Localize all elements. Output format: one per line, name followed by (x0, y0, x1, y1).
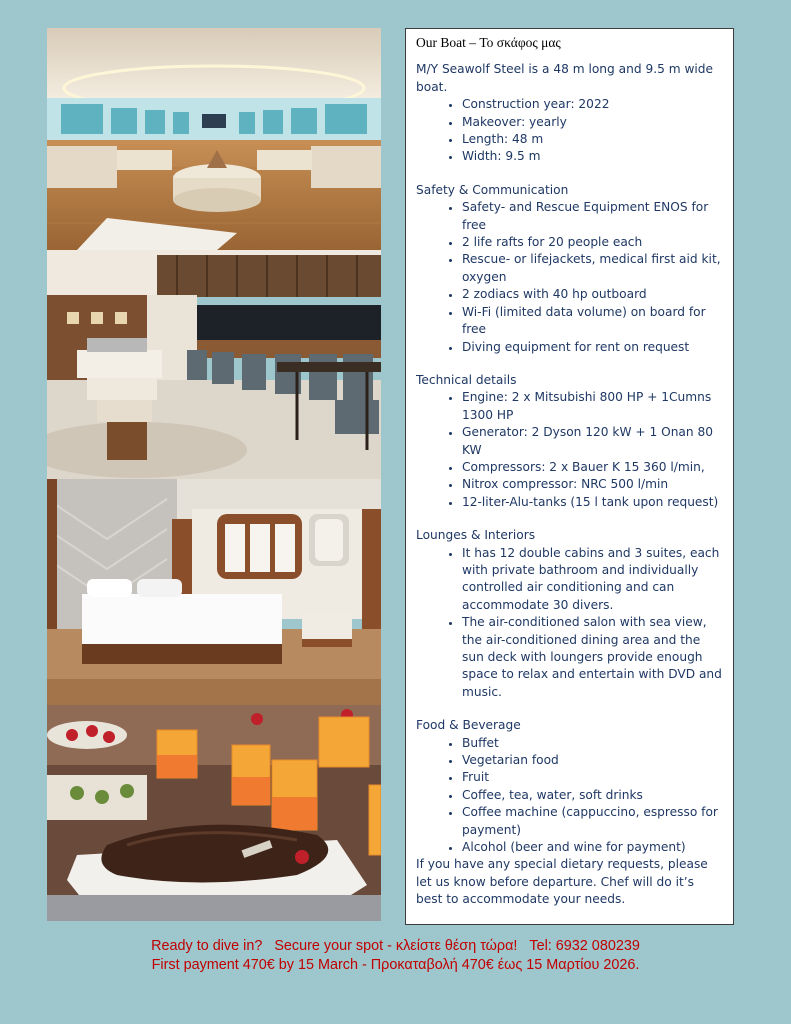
list-item: • Nitrox compressor: NRC 500 l/min (462, 476, 723, 493)
list-item: • Vegetarian food (462, 752, 723, 769)
food-heading: Food & Beverage (416, 718, 521, 733)
dietary-note: If you have any special dietary requests, please let us know before departure. Chef will do it’s best to accommodate your needs. (416, 857, 708, 907)
list-item: • It has 12 double cabins and 3 suites, each with private bathroom and individually controlled air conditioning and can accommodate 30 divers. (462, 545, 723, 615)
buffet-photo (47, 705, 381, 921)
dining-photo (47, 250, 381, 479)
list-item: • Construction year: 2022 (462, 96, 723, 113)
list-item: • Engine: 2 x Mitsubishi 800 HP + 1Cumns 1300 HP (462, 389, 723, 424)
safety-list (416, 199, 723, 356)
footer-call-to-action: Ready to dive in? Secure your spot - κλείστε θέση τώρα! Tel: 6932 080239 (151, 938, 640, 954)
cabin-photo (47, 479, 381, 705)
food-list (416, 735, 723, 857)
salon-photo (47, 28, 381, 250)
list-item: • 12-liter-Alu-tanks (15 l tank upon request) (462, 494, 723, 511)
technical-heading: Technical details (416, 372, 517, 387)
list-item: • 2 zodiacs with 40 hp outboard (462, 286, 723, 303)
footer-payment-info: First payment 470€ by 15 March - Προκαταβολή 470€ έως 15 Μαρτίου 2026. (151, 957, 640, 973)
safety-heading: Safety & Communication (416, 182, 569, 197)
boat-intro: M/Y Seawolf Steel is a 48 m long and 9.5 m wide boat. (416, 62, 714, 94)
technical-list (416, 389, 723, 511)
lounges-list (416, 545, 723, 702)
boat-info-panel (405, 28, 734, 925)
specs-list (416, 96, 723, 166)
list-item: • Safety- and Rescue Equipment ENOS for free (462, 199, 723, 234)
list-item: • Wi-Fi (limited data volume) on board for free (462, 304, 723, 339)
list-item: • Coffee machine (cappuccino, espresso for payment) (462, 804, 723, 839)
list-item: • Alcohol (beer and wine for payment) (462, 839, 723, 856)
list-item: • Generator: 2 Dyson 120 kW + 1 Onan 80 KW (462, 424, 723, 459)
list-item: • Buffet (462, 735, 723, 752)
list-item: • Makeover: yearly (462, 114, 723, 131)
list-item: • The air-conditioned salon with sea view, the air-conditioned dining area and the sun deck with loungers provide enough space to relax and entertain with DVD and music. (462, 614, 723, 701)
lounges-heading: Lounges & Interiors (416, 528, 536, 543)
list-item: • Width: 9.5 m (462, 148, 723, 165)
panel-title: Our Boat – Το σκάφος μας (416, 35, 561, 50)
list-item: • Coffee, tea, water, soft drinks (462, 787, 723, 804)
list-item: • Fruit (462, 769, 723, 786)
list-item: • Compressors: 2 x Bauer K 15 360 l/min, (462, 459, 723, 476)
list-item: • Diving equipment for rent on request (462, 339, 723, 356)
list-item: • Rescue- or lifejackets, medical first aid kit, oxygen (462, 251, 723, 286)
list-item: • 2 life rafts for 20 people each (462, 234, 723, 251)
list-item: • Length: 48 m (462, 131, 723, 148)
